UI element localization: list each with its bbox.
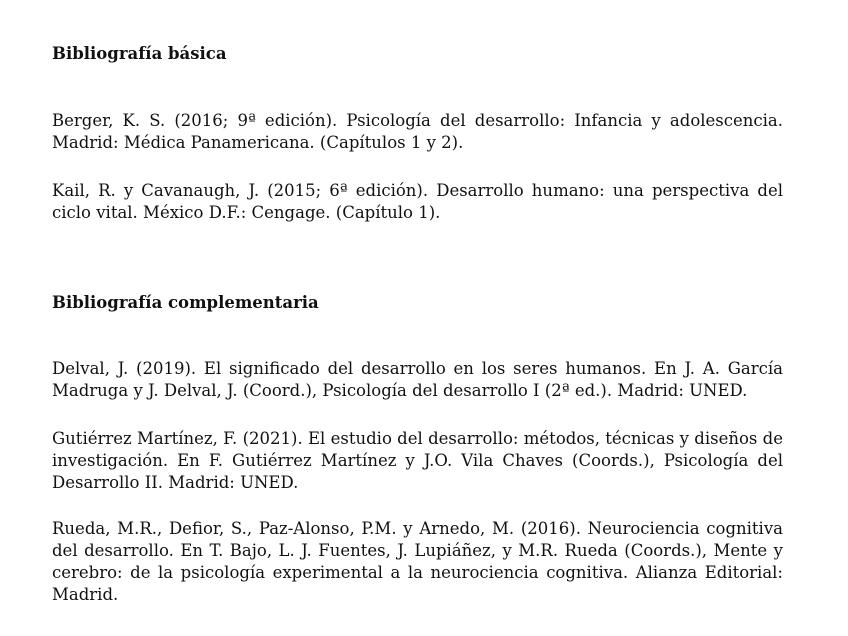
reference-entry-gutierrez: Gutiérrez Martínez, F. (2021). El estudio del desarrollo: métodos, técnicas y diseños de investigación. En F. Gutiérrez Martínez y J.O. Vila Chaves (Coords.), Psicología del Desarrollo II. Madrid: UNED. — [52, 429, 783, 492]
section-heading-complementary-bibliography: Bibliografía complementaria — [52, 293, 319, 312]
reference-entry-rueda: Rueda, M.R., Defior, S., Paz-Alonso, P.M. y Arnedo, M. (2016). Neurociencia cognitiva del desarrollo. En T. Bajo, L. J. Fuentes, J. Lupiáñez, y M.R. Rueda (Coords.), Mente y cerebro: de la psicología experimental a la neurociencia cognitiva. Alianza Editorial: Madrid. — [52, 519, 783, 604]
reference-entry-berger: Berger, K. S. (2016; 9ª edición). Psicología del desarrollo: Infancia y adolescencia. Madrid: Médica Panamericana. (Capítulos 1 y 2). — [52, 111, 783, 152]
reference-entry-delval: Delval, J. (2019). El significado del desarrollo en los seres humanos. En J. A. García Madruga y J. Delval, J. (Coord.), Psicología del desarrollo I (2ª ed.). Madrid: UNED. — [52, 359, 783, 400]
section-heading-basic-bibliography: Bibliografía básica — [52, 44, 227, 63]
reference-entry-kail: Kail, R. y Cavanaugh, J. (2015; 6ª edición). Desarrollo humano: una perspectiva del ciclo vital. México D.F.: Cengage. (Capítulo 1). — [52, 181, 783, 222]
